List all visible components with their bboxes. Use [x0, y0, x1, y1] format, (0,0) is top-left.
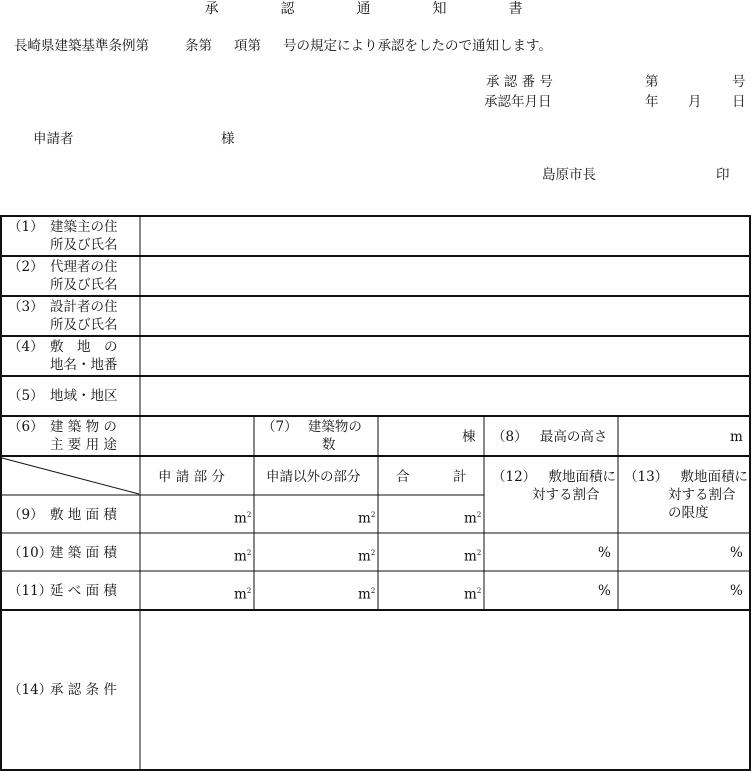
col-other-header: 申請以外の部分 [266, 469, 361, 485]
row-number: （5） [8, 388, 44, 404]
row-number: （1） [8, 219, 44, 235]
row-floor-area-label [0, 582, 117, 600]
row-label-line: 所及び氏名 [50, 237, 118, 253]
unit-sqm: $m^2$ [234, 586, 252, 603]
unit-percent: % [598, 545, 611, 561]
row-label-line: 代理者の住 [50, 259, 118, 275]
col-number: （13） [624, 469, 669, 485]
row-number: （6） [8, 419, 44, 435]
row-label-line: 主 要 用 途 [50, 437, 117, 453]
unit-percent: % [730, 583, 743, 599]
row-number: （10） [8, 545, 53, 561]
unit-percent: % [598, 583, 611, 599]
col-label-line: の限度 [668, 505, 709, 521]
max-height-label [492, 428, 607, 446]
row-label-line: 延 べ 面 積 [50, 583, 117, 599]
col-label-line: 対する割合 [532, 487, 600, 503]
row-agent-label [0, 258, 118, 294]
unit-sqm: $m^2$ [464, 586, 482, 603]
row-number: （9） [8, 507, 44, 523]
col-number: （12） [492, 469, 537, 485]
row-label-line: 地名・地番 [50, 357, 118, 373]
building-count-unit: 棟 [462, 429, 476, 445]
unit-sqm: $m^2$ [358, 510, 376, 527]
row-label-line: 建 築 面 積 [50, 545, 117, 561]
unit-sqm: $m^2$ [234, 548, 252, 565]
row-label-line: 建築物の [307, 419, 362, 435]
row-label-line: 設計者の住 [50, 299, 118, 315]
row-label-line: 建 築 物 の [50, 419, 117, 435]
col-site-ratio-limit-header [624, 468, 748, 522]
unit-sqm: $m^2$ [234, 510, 252, 527]
row-label-line: 所及び氏名 [50, 317, 118, 333]
col-label-line: 敷地面積に [548, 469, 616, 485]
col-total-header-a: 合 [396, 469, 410, 485]
col-label-line: 敷地面積に [680, 469, 748, 485]
unit-sqm: $m^2$ [464, 548, 482, 565]
applicant-suffix: 様 [221, 131, 235, 147]
date-day: 日 [732, 94, 746, 110]
max-height-unit: m [730, 429, 743, 445]
row-number: （8） [492, 429, 528, 445]
unit-sqm: $m^2$ [358, 548, 376, 565]
unit-sqm: $m^2$ [358, 586, 376, 603]
approval-number-prefix: 第 [645, 74, 659, 90]
mayor-label: 島原市長 [542, 167, 596, 183]
row-number: （14） [8, 682, 53, 698]
row-designer-label [0, 298, 118, 334]
building-count-label [262, 418, 362, 454]
row-label-line: 建築主の住 [50, 219, 118, 235]
row-use-label [0, 418, 117, 454]
row-label-line: 承 認 条 件 [50, 682, 117, 698]
row-number: （4） [8, 339, 44, 355]
date-year: 年 [645, 94, 659, 110]
row-site-label [0, 338, 118, 374]
date-month: 月 [688, 94, 702, 110]
unit-percent: % [730, 545, 743, 561]
seal-mark: 印 [716, 167, 730, 183]
row-zone-label [0, 387, 118, 405]
row-building-area-label [0, 544, 117, 562]
row-owner-label [0, 218, 118, 254]
row-label-line: 敷 地 の [50, 339, 118, 355]
preamble-part: 項第 [234, 38, 261, 54]
document-title: 承 認 通 知 書 [204, 1, 547, 17]
col-label-line: 対する割合 [668, 487, 736, 503]
approval-number-suffix: 号 [732, 74, 746, 90]
row-label-line: 敷 地 面 積 [50, 507, 117, 523]
row-number: （3） [8, 299, 44, 315]
row-label-line: 所及び氏名 [50, 277, 118, 293]
col-applied-header: 申 請 部 分 [158, 469, 225, 485]
preamble-part: 長崎県建築基準条例第 [14, 38, 149, 54]
row-label-line: 最高の高さ [539, 429, 608, 445]
row-label-line: 数 [322, 437, 336, 453]
row-label-line: 地域・地区 [50, 388, 118, 404]
row-number: （11） [8, 583, 53, 599]
row-conditions-label [0, 681, 117, 699]
col-total-header-b: 計 [453, 469, 467, 485]
row-number: （7） [262, 419, 298, 435]
approval-table [0, 215, 751, 771]
approval-number-label: 承 認 番 号 [486, 74, 553, 90]
col-site-ratio-header [492, 468, 616, 504]
row-number: （2） [8, 259, 44, 275]
preamble-part: 条第 [185, 38, 212, 54]
preamble-text [14, 34, 574, 54]
unit-sqm: $m^2$ [464, 510, 482, 527]
row-site-area-label [0, 506, 117, 524]
applicant-label: 申請者 [33, 131, 74, 147]
preamble-part: 号の規定により承認をしたので通知します。 [283, 38, 552, 54]
approval-date-label: 承認年月日 [484, 94, 552, 110]
